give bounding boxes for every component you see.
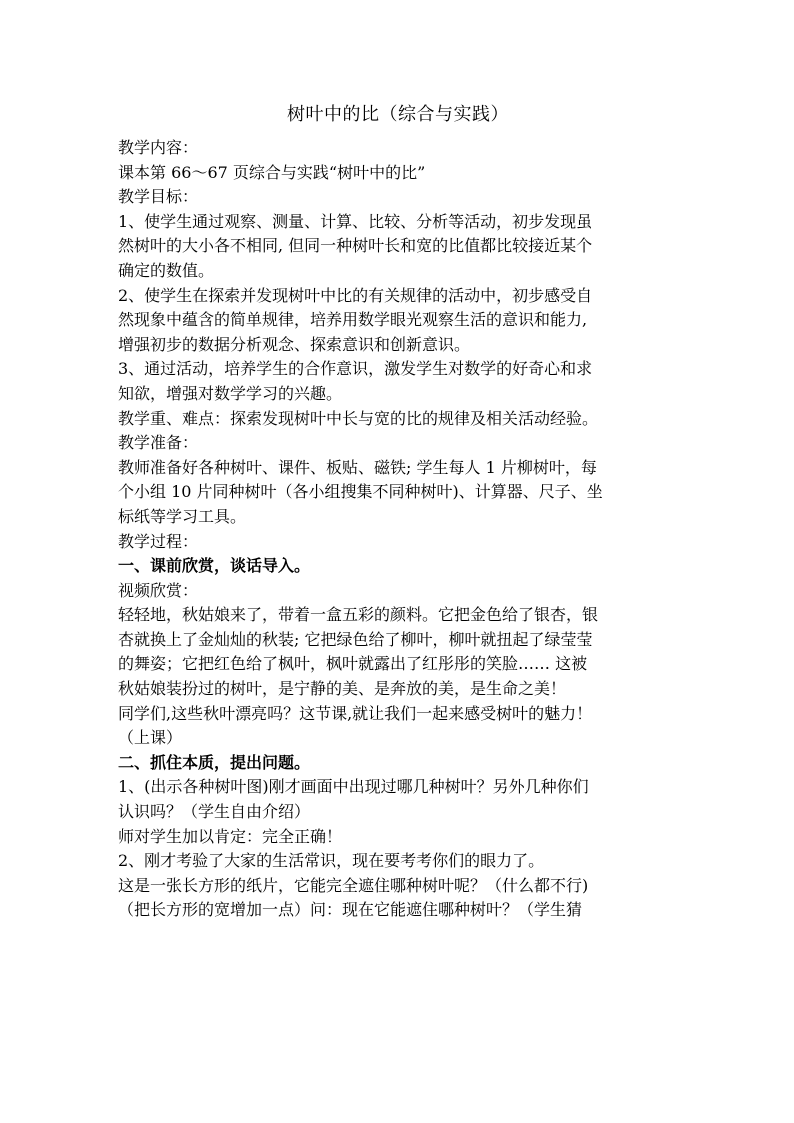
text-line: 课本第 66～67 页综合与实践“树叶中的比” <box>118 162 426 182</box>
text-line: 1、(出示各种树叶图)刚才画面中出现过哪几种树叶？另外几种你们 <box>118 777 589 797</box>
document-page <box>118 102 678 923</box>
text-line: 教学准备： <box>118 433 199 453</box>
text-line: 教学重、难点：探索发现树叶中长与宽的比的规律及相关活动经验。 <box>118 408 599 428</box>
text-line: 3、通过活动，培养学生的合作意识，激发学生对数学的好奇心和求 <box>118 359 593 379</box>
text-line: 杏就换上了金灿灿的秋装; 它把绿色给了柳叶，柳叶就扭起了绿莹莹 <box>118 629 593 649</box>
text-line: 的舞姿；它把红色给了枫叶，枫叶就露出了红彤彤的笑脸…… 这被 <box>118 654 588 674</box>
text-line: 这是一张长方形的纸片，它能完全遮住哪种树叶呢？（什么都不行) <box>118 875 589 895</box>
text-line: 2、使学生在探索并发现树叶中比的有关规律的活动中，初步感受自 <box>118 285 593 305</box>
text-line: 同学们,这些秋叶漂亮吗？这节课,就让我们一起来感受树叶的魅力！ <box>118 703 593 723</box>
text-line: 教学目标： <box>118 187 199 207</box>
text-line: 轻轻地，秋姑娘来了，带着一盒五彩的颜料。它把金色给了银杏，银 <box>118 605 599 625</box>
text-line: 然树叶的大小各不相同, 但同一种树叶长和宽的比值都比较接近某个 <box>118 236 593 256</box>
text-line: （上课） <box>118 728 183 748</box>
text-line: 1、使学生通过观察、测量、计算、比较、分析等活动，初步发现虽 <box>118 211 593 231</box>
text-line: 认识吗？（学生自由介绍） <box>118 802 311 822</box>
text-line: 秋姑娘装扮过的树叶，是宁静的美、是奔放的美，是生命之美！ <box>118 679 567 699</box>
text-line: 2、刚才考验了大家的生活常识，现在要考考你们的眼力了。 <box>118 851 545 871</box>
text-line: 教学内容： <box>118 138 199 157</box>
text-line: 教师准备好各种树叶、课件、板贴、磁铁; 学生每人 1 片柳树叶，每 <box>118 457 597 477</box>
text-line: 视频欣赏： <box>118 580 199 600</box>
section-heading-line: 二、抓住本质，提出问题。 <box>118 752 311 772</box>
text-line: 确定的数值。 <box>118 260 215 280</box>
text-line: 标纸等学习工具。 <box>118 506 247 526</box>
text-line: 个小组 10 片同种树叶（各小组搜集不同种树叶)、计算器、尺子、坐 <box>118 482 603 502</box>
section-heading-line: 一、课前欣赏，谈话导入。 <box>118 556 311 576</box>
text-line: 增强初步的数据分析观念、探索意识和创新意识。 <box>118 334 471 354</box>
text-line: 然现象中蕴含的简单规律，培养用数学眼光观察生活的意识和能力, <box>118 310 588 330</box>
text-line: 知欲，增强对数学学习的兴趣。 <box>118 383 343 403</box>
text-line: 教学过程： <box>118 531 199 551</box>
text-line: （把长方形的宽增加一点）问：现在它能遮住哪种树叶？（学生猜 <box>118 900 583 920</box>
document-body <box>118 136 678 923</box>
document-title: 树叶中的比（综合与实践） <box>287 104 509 125</box>
text-line: 师对学生加以肯定：完全正确！ <box>118 826 343 846</box>
